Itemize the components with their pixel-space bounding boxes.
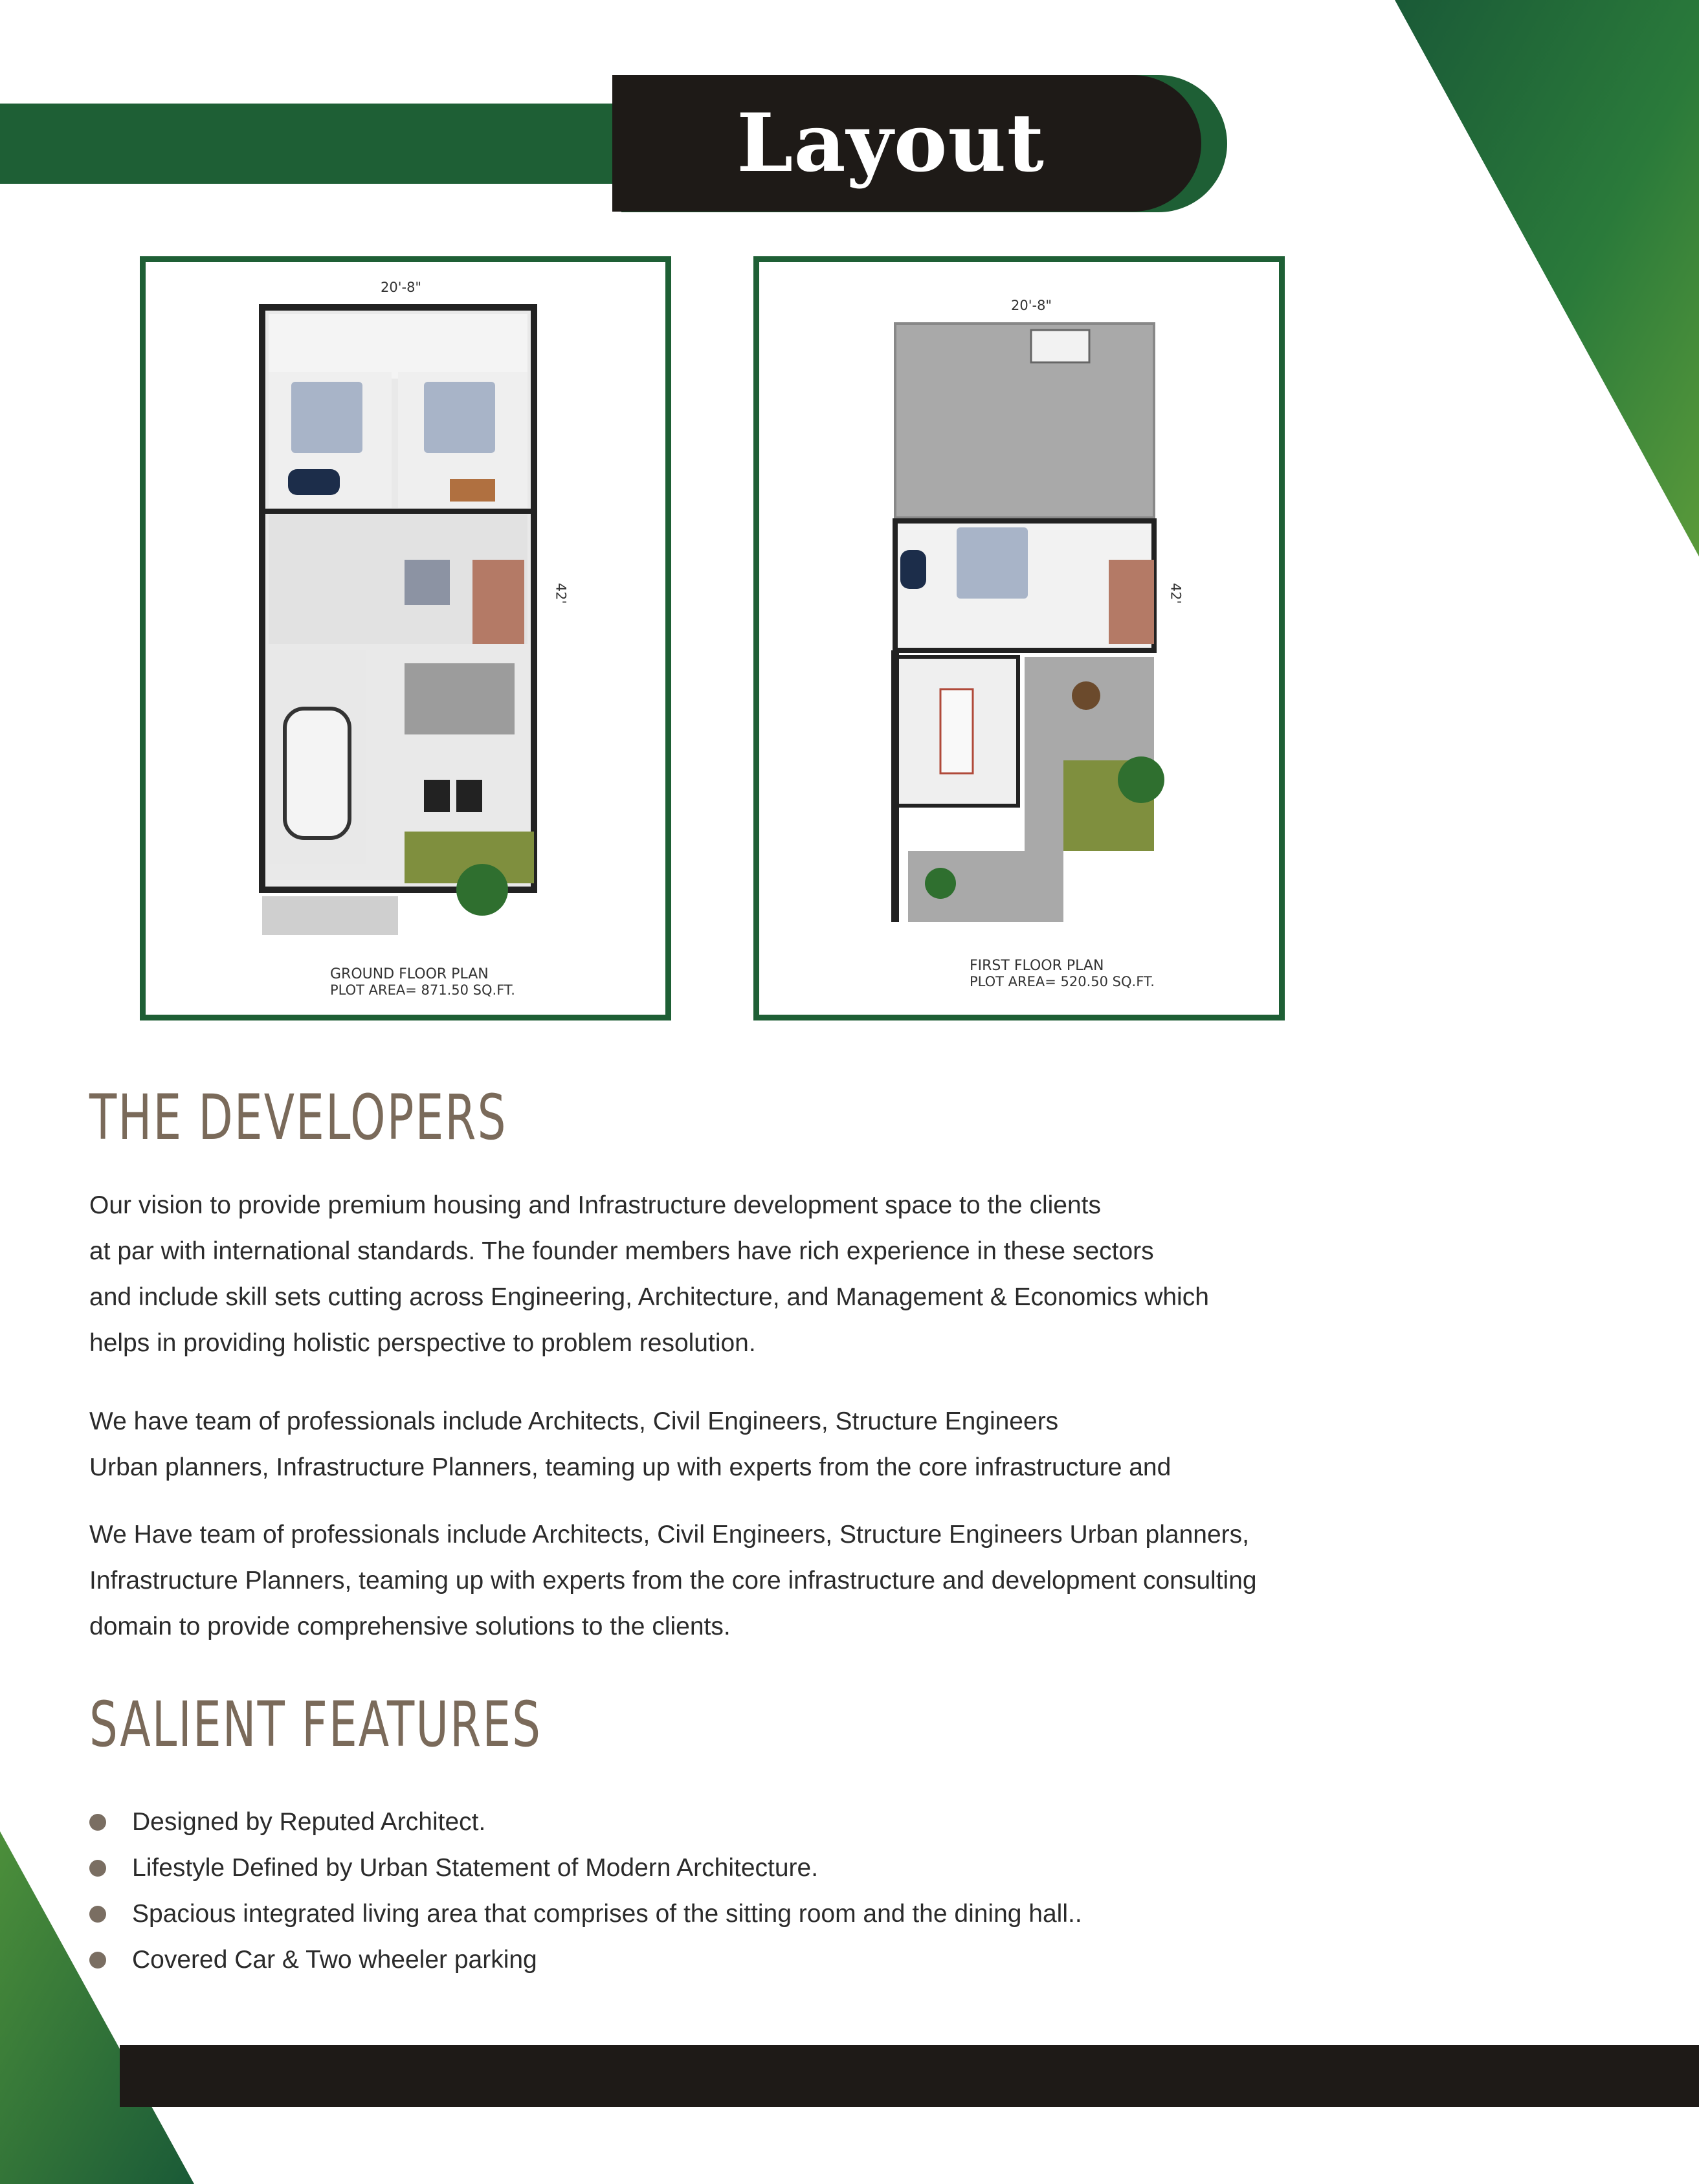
ground-floor-caption xyxy=(330,967,515,998)
paragraph-line: Urban planners, Infrastructure Planners, teaming up with experts from the core infrastructure and xyxy=(89,1453,1172,1481)
header-green-band xyxy=(0,104,634,184)
feature-label: Covered Car & Two wheeler parking xyxy=(132,1945,537,1974)
ground-floor-plan-drawing xyxy=(146,262,665,1015)
developers-paragraph-2 xyxy=(89,1398,1171,1490)
ground-floor-depth-dimension: 42' xyxy=(553,582,569,604)
salient-features-list xyxy=(89,1799,1082,1983)
ground-floor-area: PLOT AREA= 871.50 SQ.FT. xyxy=(330,982,515,998)
bullet-dot-icon xyxy=(89,1860,106,1877)
feature-label: Lifestyle Defined by Urban Statement of Modern Architecture. xyxy=(132,1853,819,1882)
feature-label: Designed by Reputed Architect. xyxy=(132,1807,486,1836)
first-floor-depth-dimension: 42' xyxy=(1168,582,1184,604)
first-floor-caption xyxy=(970,958,1155,989)
ground-floor-width-dimension: 20'-8" xyxy=(381,280,422,295)
first-floor-plan-drawing xyxy=(759,262,1279,1015)
feature-label: Spacious integrated living area that comprises of the sitting room and the dining hall.. xyxy=(132,1899,1082,1928)
list-item xyxy=(89,1845,1082,1891)
first-floor-width-dimension: 20'-8" xyxy=(1011,298,1052,313)
developers-paragraph-3 xyxy=(89,1512,1257,1649)
ground-floor-title: GROUND FLOOR PLAN xyxy=(330,966,489,982)
bullet-dot-icon xyxy=(89,1814,106,1831)
paragraph-line: We have team of professionals include Architects, Civil Engineers, Structure Engineers xyxy=(89,1407,1059,1435)
paragraph-line: at par with international standards. The founder members have rich experience in these sectors xyxy=(89,1237,1154,1265)
bullet-dot-icon xyxy=(89,1952,106,1969)
top-right-green-slant xyxy=(1395,0,1699,557)
first-floor-plan-frame xyxy=(753,256,1285,1020)
footer-bar xyxy=(120,2045,1699,2107)
list-item xyxy=(89,1799,1082,1845)
ground-floor-plan-frame xyxy=(140,256,671,1020)
first-floor-area: PLOT AREA= 520.50 SQ.FT. xyxy=(970,974,1155,989)
paragraph-line: domain to provide comprehensive solutions to the clients. xyxy=(89,1613,731,1640)
page-title: Layout xyxy=(737,96,1045,190)
paragraph-line: helps in providing holistic perspective to problem resolution. xyxy=(89,1329,756,1357)
list-item xyxy=(89,1937,1082,1983)
paragraph-line: Our vision to provide premium housing and Infrastructure development space to the clients xyxy=(89,1191,1101,1219)
paragraph-line: Infrastructure Planners, teaming up with experts from the core infrastructure and development consulting xyxy=(89,1567,1257,1594)
developers-heading: THE DEVELOPERS xyxy=(89,1081,507,1154)
salient-features-heading: SALIENT FEATURES xyxy=(89,1688,542,1761)
bullet-dot-icon xyxy=(89,1906,106,1923)
list-item xyxy=(89,1891,1082,1937)
developers-paragraph-1 xyxy=(89,1182,1209,1366)
paragraph-line: and include skill sets cutting across Engineering, Architecture, and Management & Economics which xyxy=(89,1283,1209,1311)
first-floor-title: FIRST FLOOR PLAN xyxy=(970,958,1104,974)
paragraph-line: We Have team of professionals include Architects, Civil Engineers, Structure Engineers Urban planners, xyxy=(89,1521,1249,1549)
